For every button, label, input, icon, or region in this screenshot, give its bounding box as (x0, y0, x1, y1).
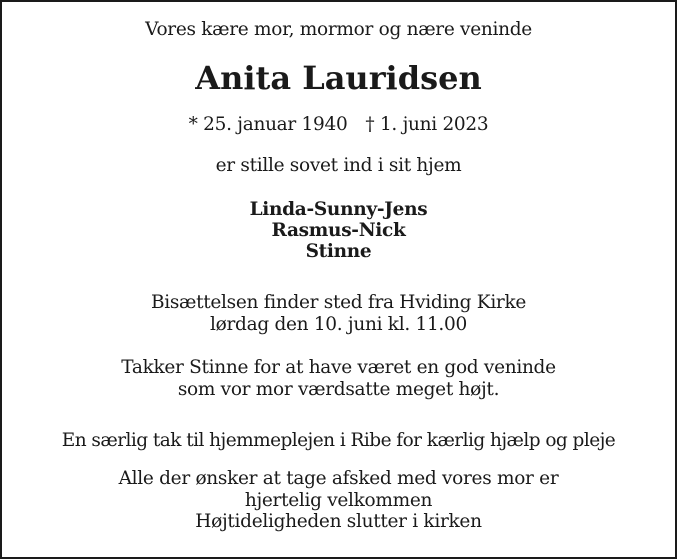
farewell-line-1: Alle der ønsker at tage afsked med vores mor er (118, 468, 559, 489)
passing-text: er stille sovet ind i sit hjem (215, 155, 462, 176)
funeral-line-1: Bisættelsen finder sted fra Hviding Kirke (150, 292, 527, 313)
intro-text: Vores kære mor, mormor og nære veninde (145, 19, 532, 40)
funeral-line-2: lørdag den 10. juni kl. 11.00 (210, 313, 467, 335)
funeral-info (2, 292, 675, 335)
thanks-friend-line-2: som vor mor værdsatte meget højt. (177, 378, 500, 400)
life-dates (2, 114, 675, 136)
farewell-line-3: Højtideligheden slutter i kirken (195, 511, 482, 532)
family-names (2, 199, 675, 262)
thanks-care: En særlig tak til hjemmeplejen i Ribe for kærlig hjælp og pleje (61, 430, 616, 451)
birth-date: * 25. januar 1940 (188, 114, 348, 135)
family-line-3: Stinne (305, 241, 372, 262)
farewell-info (2, 468, 675, 533)
family-line-1: Linda-Sunny-Jens (249, 199, 428, 220)
deceased-name: Anita Lauridsen (195, 59, 482, 97)
death-date: † 1. juni 2023 (365, 114, 489, 135)
thanks-friend (2, 357, 675, 400)
family-line-2: Rasmus-Nick (271, 220, 406, 241)
farewell-line-2: hjertelig velkommen (244, 489, 433, 511)
thanks-friend-line-1: Takker Stinne for at have været en god veninde (121, 357, 556, 378)
